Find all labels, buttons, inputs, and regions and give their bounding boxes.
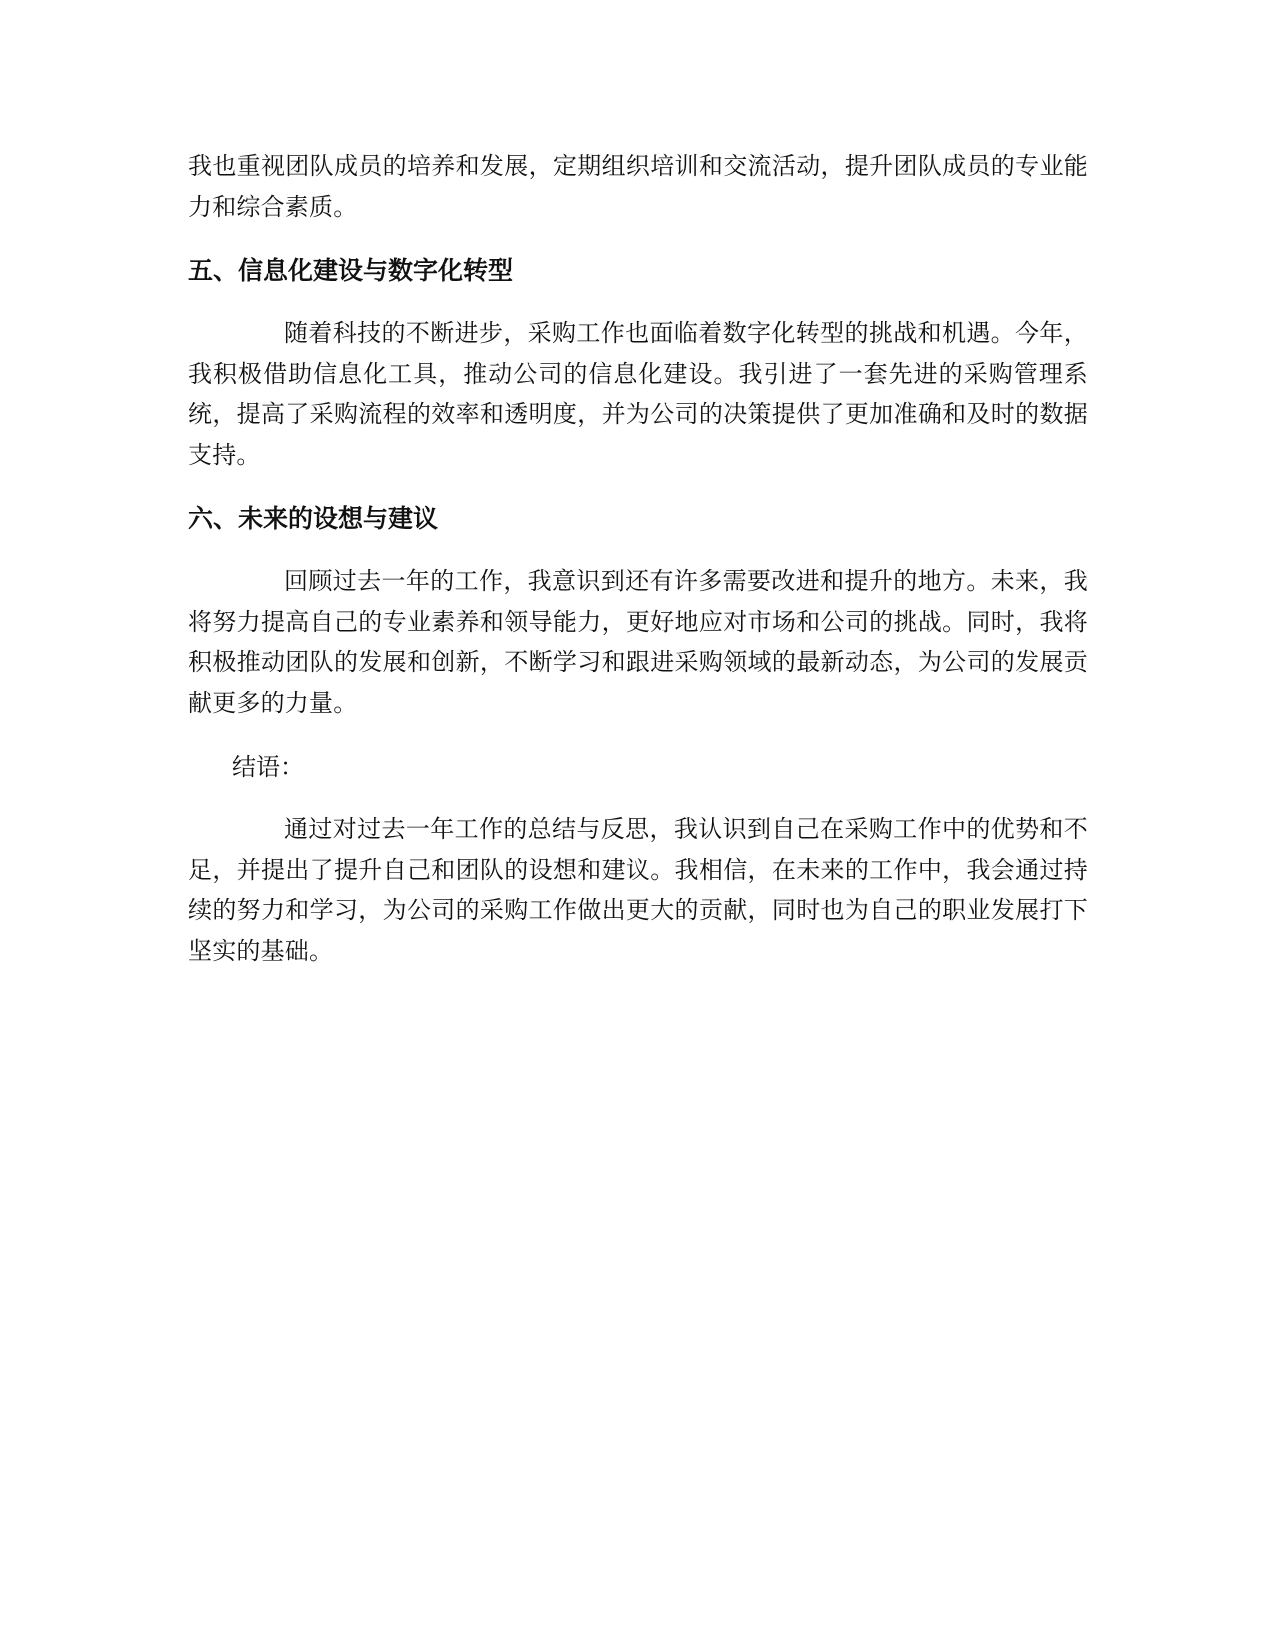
section-heading-future-plans: 六、未来的设想与建议 — [188, 504, 439, 533]
paragraph-conclusion: 通过对过去一年工作的总结与反思，我认识到自己在采购工作中的优势和不足，并提出了提升自己和团队的设想和建议。我相信，在未来的工作中，我会通过持续的努力和学习，为公司的采购工作做出更大的贡献，同时也为自己的职业发展打下坚实的基础。 — [188, 815, 1088, 965]
document-content — [188, 146, 1088, 971]
closing-label: 结语： — [232, 753, 304, 781]
paragraph-digitalization: 随着科技的不断进步，采购工作也面临着数字化转型的挑战和机遇。今年，我积极借助信息化工具，推动公司的信息化建设。我引进了一套先进的采购管理系统，提高了采购流程的效率和透明度，并为公司的决策提供了更加准确和及时的数据支持。 — [188, 319, 1088, 469]
paragraph-future-plans: 回顾过去一年的工作，我意识到还有许多需要改进和提升的地方。未来，我将努力提高自己的专业素养和领导能力，更好地应对市场和公司的挑战。同时，我将积极推动团队的发展和创新，不断学习和跟进采购领域的最新动态，为公司的发展贡献更多的力量。 — [188, 567, 1088, 717]
paragraph-team-development: 我也重视团队成员的培养和发展，定期组织培训和交流活动，提升团队成员的专业能力和综合素质。 — [188, 152, 1088, 221]
section-heading-digitalization: 五、信息化建设与数字化转型 — [188, 256, 514, 285]
